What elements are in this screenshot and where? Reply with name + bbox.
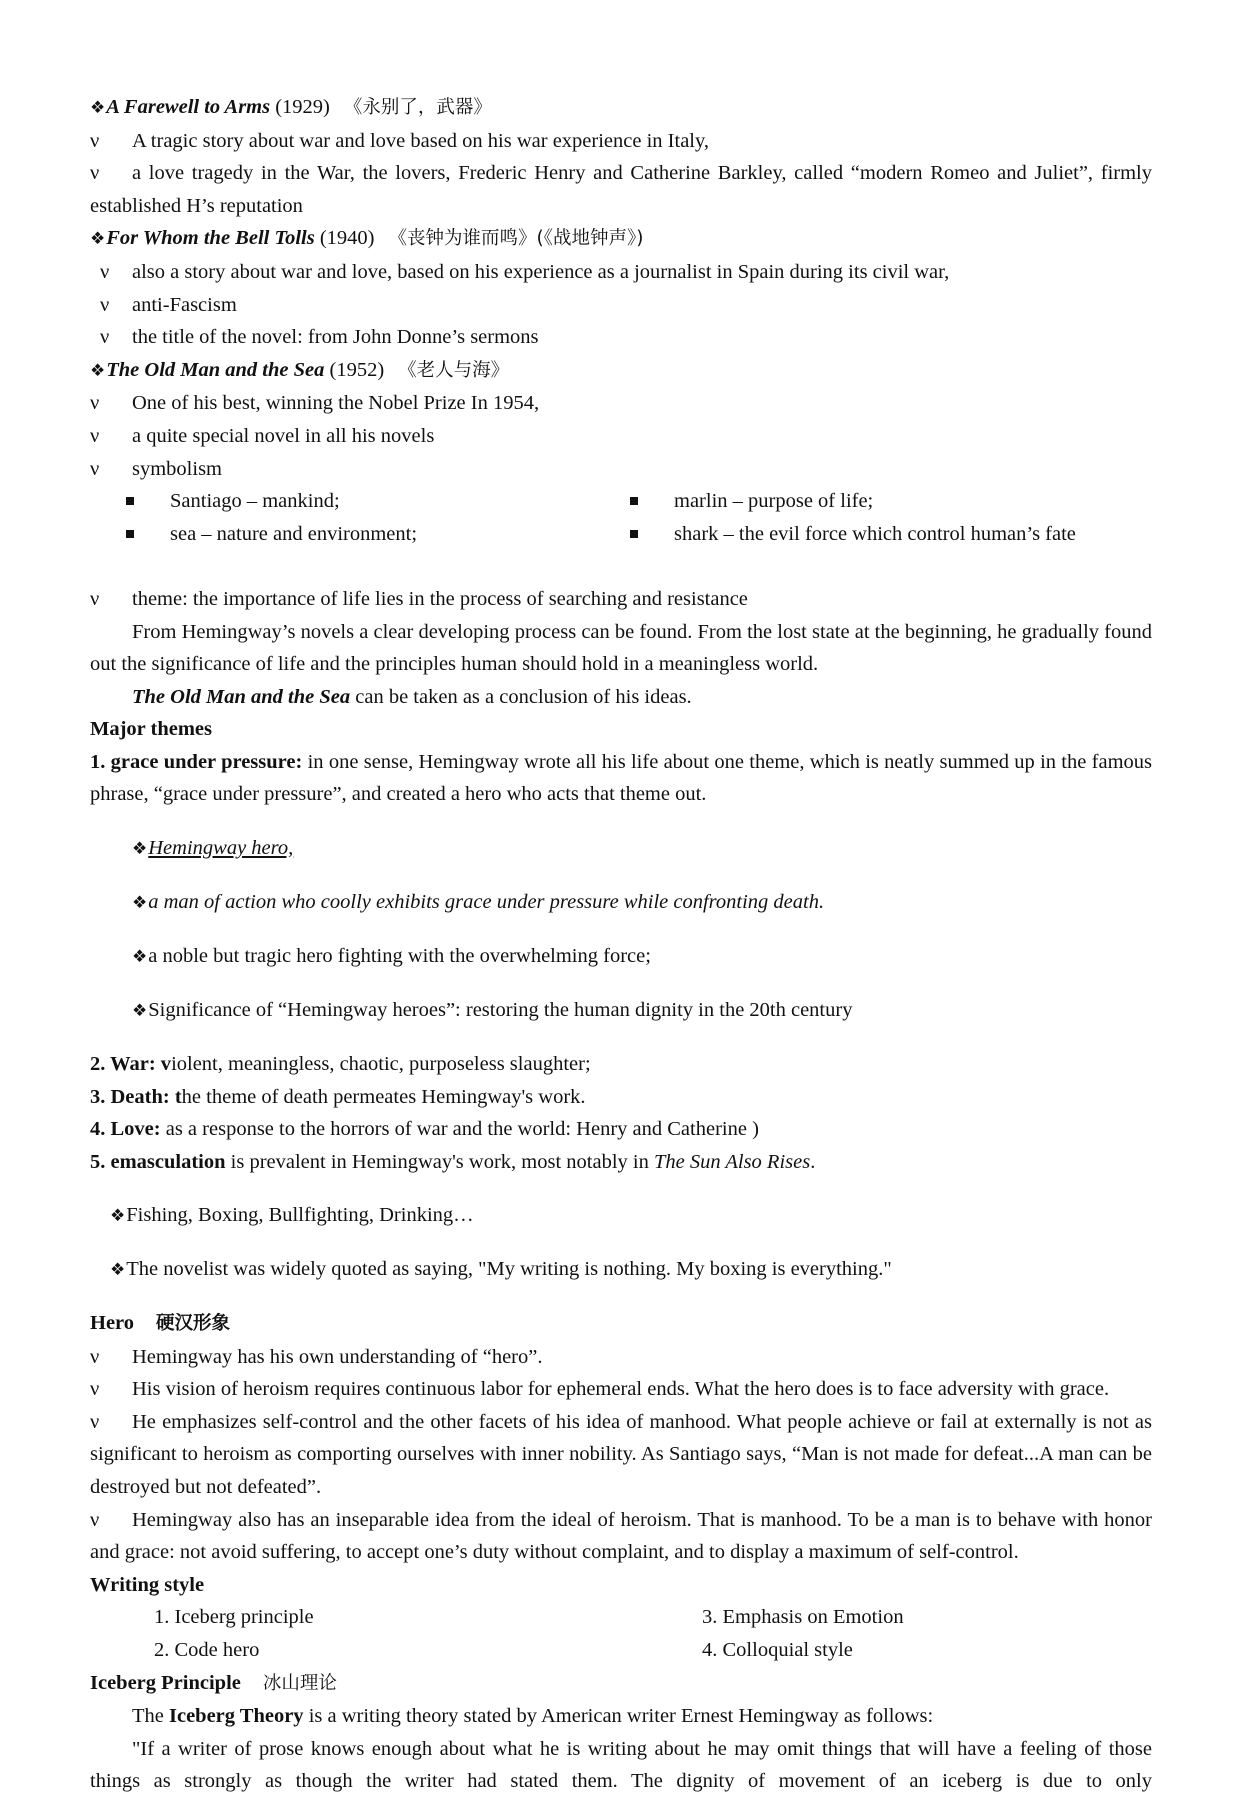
nu-bullet-icon: ν <box>90 162 100 185</box>
list-item: ❖a noble but tragic hero fighting with the overwhelming force; <box>132 944 651 967</box>
list-item: ν also a story about war and love, based on his experience as a journalist in Spain during its civil war, <box>90 256 1152 289</box>
symbolism-list <box>90 485 1152 550</box>
nu-bullet-icon: ν <box>90 392 100 415</box>
list-item: 2. Code hero <box>154 1638 260 1661</box>
farewell-title: A Farewell to Arms <box>106 96 271 118</box>
nu-bullet-icon: ν <box>90 1508 100 1531</box>
list-item: ❖Hemingway hero, <box>132 836 294 859</box>
list-item: ν Hemingway also has an inseparable idea from the ideal of heroism. That is manhood. To be a man is to behave with honor and grace: not avoid suffering, to accept one’s duty without complaint, and to display a maximum of self-control. <box>90 1504 1152 1569</box>
nu-bullet-icon: ν <box>100 293 110 316</box>
bell-title: For Whom the Bell Tolls <box>106 227 315 250</box>
nu-bullet-icon: ν <box>90 424 100 447</box>
oldman-chinese-title: 《老人与海》 <box>398 359 510 381</box>
square-bullet-icon <box>126 530 134 538</box>
paragraph: The Iceberg Theory is a writing theory stated by American writer Ernest Hemingway as follows: <box>132 1705 934 1728</box>
list-item: shark – the evil force which control human’s fate <box>594 518 1076 551</box>
list-item: ❖The novelist was widely quoted as saying, "My writing is nothing. My boxing is everything." <box>110 1257 892 1280</box>
farewell-heading <box>90 91 1152 125</box>
hero-heading: Hero 硬汉形象 <box>90 1312 231 1334</box>
diamond-bullet-icon: ❖ <box>110 1259 126 1279</box>
list-item: ν symbolism <box>90 453 1152 486</box>
diamond-bullet-icon: ❖ <box>90 98 106 117</box>
nu-bullet-icon: ν <box>100 260 110 283</box>
diamond-bullet-icon: ❖ <box>132 838 148 858</box>
nu-bullet-icon: ν <box>90 1378 100 1401</box>
bell-year: (1940) <box>319 227 375 250</box>
oldman-year: (1952) <box>329 358 385 381</box>
diamond-bullet-icon: ❖ <box>90 360 106 380</box>
list-item: Santiago – mankind; <box>90 485 594 518</box>
nu-bullet-icon: ν <box>90 457 100 480</box>
farewell-year: (1929) <box>275 96 330 118</box>
square-bullet-icon <box>126 497 134 505</box>
list-item: ν anti-Fascism <box>90 289 1152 322</box>
list-item: 3. Emphasis on Emotion <box>702 1606 904 1629</box>
list-item: 4. Colloquial style <box>702 1638 853 1661</box>
iceberg-heading: Iceberg Principle 冰山理论 <box>90 1671 337 1694</box>
list-item: ν One of his best, winning the Nobel Prize In 1954, <box>90 387 1152 420</box>
list-item: ❖a man of action who coolly exhibits grace under pressure while confronting death. <box>132 890 825 913</box>
writing-style-heading: Writing style <box>90 1573 205 1596</box>
major-themes-heading: Major themes <box>90 718 213 741</box>
theme-item: 1. grace under pressure: in one sense, Hemingway wrote all his life about one theme, which is neatly summed up in the famous phrase, “grace under pressure”, and created a hero who acts that theme out. <box>90 750 1152 806</box>
nu-bullet-icon: ν <box>90 129 100 152</box>
diamond-bullet-icon: ❖ <box>132 892 148 912</box>
list-item: ❖Fishing, Boxing, Bullfighting, Drinking… <box>110 1203 474 1226</box>
list-item: ν theme: the importance of life lies in the process of searching and resistance <box>90 583 1152 616</box>
list-item: ν His vision of heroism requires continuous labor for ephemeral ends. What the hero does is to face adversity with grace. <box>90 1373 1152 1406</box>
oldman-heading <box>90 354 1152 388</box>
diamond-bullet-icon: ❖ <box>90 229 106 249</box>
diamond-bullet-icon: ❖ <box>132 946 148 966</box>
diamond-bullet-icon: ❖ <box>132 1000 148 1020</box>
bell-heading <box>90 222 1152 256</box>
paragraph: The Old Man and the Sea can be taken as a conclusion of his ideas. <box>132 685 692 708</box>
list-item: sea – nature and environment; <box>90 518 594 551</box>
paragraph: "If a writer of prose knows enough about what he is writing about he may omit things that will have a feeling of those things as strongly as though the writer had stated them. The dignity of movement of an iceberg is due to only <box>90 1737 1152 1793</box>
list-item: ν A tragic story about war and love based on his war experience in Italy, <box>90 125 1152 158</box>
nu-bullet-icon: ν <box>90 1345 100 1368</box>
theme-item: 5. emasculation is prevalent in Hemingway's work, most notably in The Sun Also Rises. <box>90 1150 816 1173</box>
nu-bullet-icon: ν <box>100 326 110 349</box>
document-page <box>90 91 1152 1798</box>
farewell-chinese-title: 《永别了，武器》 <box>343 97 492 118</box>
theme-item: 2. War: violent, meaningless, chaotic, purposeless slaughter; <box>90 1052 591 1075</box>
list-item: 1. Iceberg principle <box>154 1606 314 1629</box>
list-item: ν a quite special novel in all his novels <box>90 420 1152 453</box>
square-bullet-icon <box>630 530 638 538</box>
nu-bullet-icon: ν <box>90 587 100 610</box>
oldman-title: The Old Man and the Sea <box>106 358 325 381</box>
square-bullet-icon <box>630 497 638 505</box>
list-item: ν the title of the novel: from John Donne’s sermons <box>90 321 1152 354</box>
theme-item: 3. Death: the theme of death permeates Hemingway's work. <box>90 1085 586 1108</box>
theme-item: 4. Love: as a response to the horrors of war and the world: Henry and Catherine ) <box>90 1118 759 1141</box>
list-item: ν Hemingway has his own understanding of “hero”. <box>90 1341 1152 1374</box>
list-item: marlin – purpose of life; <box>594 485 1076 518</box>
bell-chinese-title: 《丧钟为谁而鸣》(《战地钟声》) <box>388 228 644 250</box>
paragraph: From Hemingway’s novels a clear developing process can be found. From the lost state at the beginning, he gradually found out the significance of life and the principles human should hold in a meaningless world. <box>90 620 1152 676</box>
diamond-bullet-icon: ❖ <box>110 1205 126 1225</box>
writing-style-list <box>90 1601 1152 1666</box>
list-item: ❖Significance of “Hemingway heroes”: restoring the human dignity in the 20th century <box>132 998 853 1021</box>
list-item: ν He emphasizes self-control and the other facets of his idea of manhood. What people achieve or fail at externally is not as significant to heroism as comporting ourselves with inner nobility. As Santiago says, “Man is not made for defeat...A man can be destroyed but not defeated”. <box>90 1406 1152 1504</box>
list-item: ν a love tragedy in the War, the lovers, Frederic Henry and Catherine Barkley, called “modern Romeo and Juliet”, firmly established H’s reputation <box>90 157 1152 222</box>
nu-bullet-icon: ν <box>90 1410 100 1433</box>
